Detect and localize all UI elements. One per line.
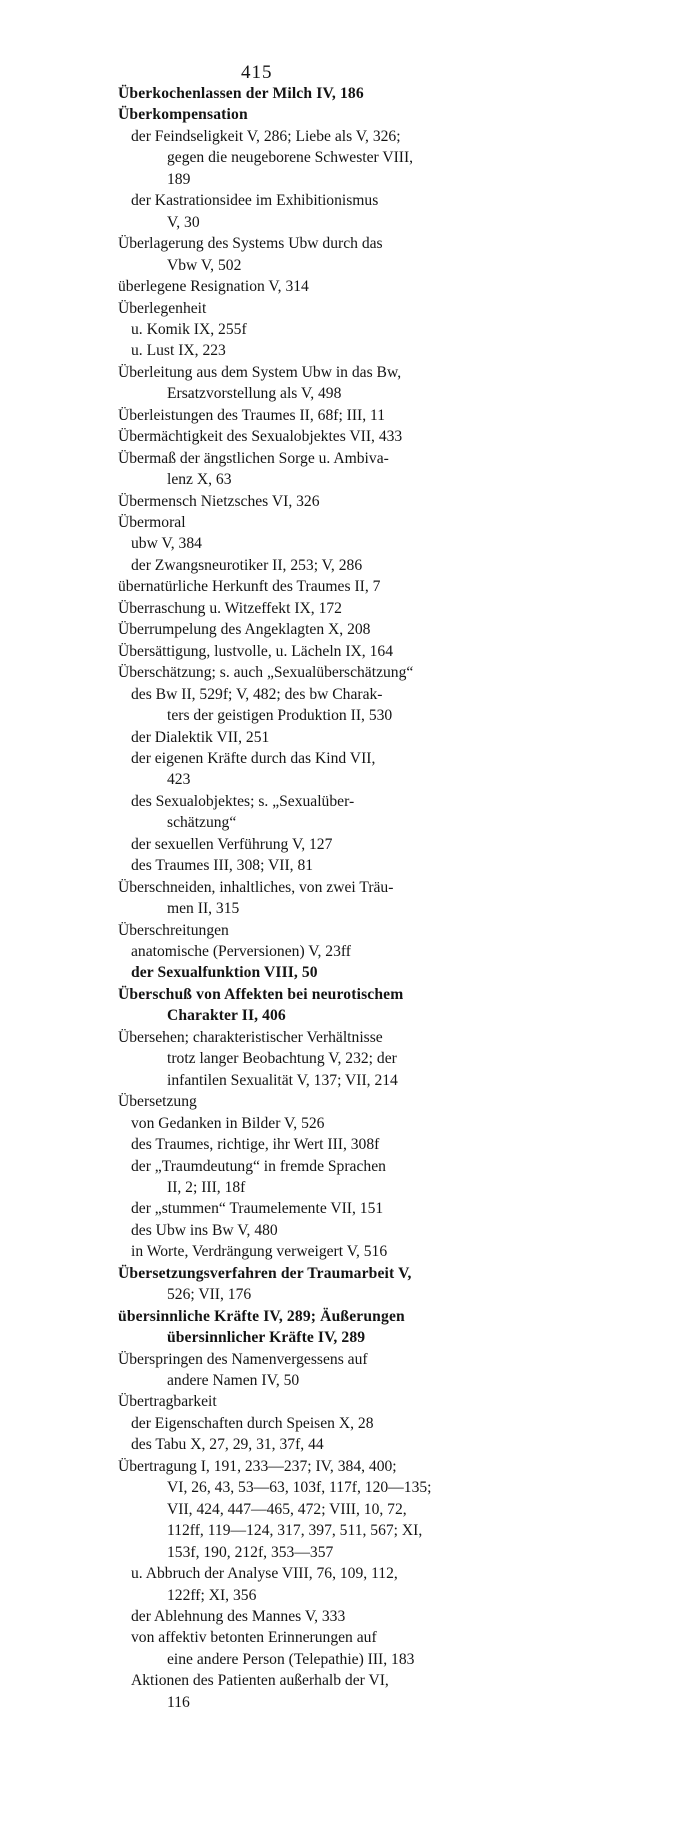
index-subentry: schätzung“: [167, 814, 237, 832]
index-subentry: gegen die neugeborene Schwester VIII,: [167, 149, 414, 167]
index-subentry: ters der geistigen Produktion II, 530: [167, 707, 393, 725]
index-subentry: des Traumes III, 308; VII, 81: [131, 857, 314, 875]
index-subentry: 189: [167, 170, 191, 188]
index-subentry: der Sexualfunktion VIII, 50: [131, 964, 318, 982]
index-subentry: V, 30: [167, 213, 200, 231]
index-entry: Überschneiden, inhaltliches, von zwei Träu-: [118, 878, 394, 896]
index-subentry: 423: [167, 771, 191, 789]
index-subentry: der „stummen“ Traumelemente VII, 151: [131, 1200, 384, 1218]
index-entry: Übersetzungsverfahren der Traumarbeit V,: [118, 1264, 412, 1282]
index-subentry: ubw V, 384: [131, 535, 202, 553]
index-entry: Überschreitungen: [118, 921, 229, 939]
index-subentry: Ersatzvorstellung als V, 498: [167, 385, 342, 403]
index-subentry: übersinnlicher Kräfte IV, 289: [167, 1329, 366, 1347]
index-entry: Überlagerung des Systems Ubw durch das: [118, 235, 383, 253]
index-entry: Überleistungen des Traumes II, 68f; III, 11: [118, 406, 386, 424]
index-subentry: u. Lust IX, 223: [131, 342, 226, 360]
index-subentry: von affektiv betonten Erinnerungen auf: [131, 1629, 377, 1647]
index-entry: Überspringen des Namenvergessens auf: [118, 1350, 368, 1368]
index-subentry: der sexuellen Verführung V, 127: [131, 835, 333, 853]
index-subentry: der eigenen Kräfte durch das Kind VII,: [131, 749, 376, 767]
index-subentry: des Ubw ins Bw V, 480: [131, 1221, 278, 1239]
index-subentry: der Feindseligkeit V, 286; Liebe als V, 326;: [131, 127, 401, 145]
index-entry: Überleitung aus dem System Ubw in das Bw,: [118, 363, 402, 381]
index-subentry: 116: [167, 1693, 190, 1711]
index-entry: Überschätzung; s. auch „Sexualüberschätzung“: [118, 664, 414, 682]
index-subentry: des Tabu X, 27, 29, 31, 37f, 44: [131, 1436, 324, 1454]
index-entry: Überraschung u. Witzeffekt IX, 172: [118, 599, 342, 617]
index-entry: Übermoral: [118, 514, 186, 531]
index-subentry: eine andere Person (Telepathie) III, 183: [167, 1650, 415, 1668]
index-subentry: anatomische (Perversionen) V, 23ff: [131, 943, 351, 960]
index-entry: Überkochenlassen der Milch IV, 186: [118, 85, 364, 102]
index-subentry: 153f, 190, 212f, 353—357: [167, 1543, 334, 1561]
index-subentry: des Bw II, 529f; V, 482; des bw Charak-: [131, 685, 383, 703]
index-subentry: infantilen Sexualität V, 137; VII, 214: [167, 1071, 398, 1089]
index-subentry: lenz X, 63: [167, 471, 232, 489]
index-subentry: des Traumes, richtige, ihr Wert III, 308f: [131, 1136, 380, 1154]
index-subentry: der Kastrationsidee im Exhibitionismus: [131, 192, 379, 210]
index-subentry: u. Komik IX, 255f: [131, 320, 247, 338]
index-entry: Überkompensation: [118, 106, 248, 124]
index-entry: Übersetzung: [118, 1093, 197, 1111]
index-subentry: II, 2; III, 18f: [167, 1178, 246, 1196]
index-subentry: Aktionen des Patienten außerhalb der VI,: [131, 1672, 389, 1690]
index-subentry: Vbw V, 502: [167, 256, 242, 274]
index-subentry: men II, 315: [167, 900, 240, 918]
index-entry: Überschuß von Affekten bei neurotischem: [118, 985, 404, 1003]
index-entry: Übermaß der ängstlichen Sorge u. Ambiva-: [118, 449, 389, 467]
index-entry: Übertragbarkeit: [118, 1393, 217, 1411]
index-entry: Überrumpelung des Angeklagten X, 208: [118, 621, 371, 639]
index-entry: übernatürliche Herkunft des Traumes II, 7: [118, 578, 381, 596]
index-entry: Übertragung I, 191, 233—237; IV, 384, 400;: [118, 1457, 397, 1475]
index-subentry: der Eigenschaften durch Speisen X, 28: [131, 1414, 374, 1432]
index-subentry: von Gedanken in Bilder V, 526: [131, 1114, 325, 1132]
index-subentry: des Sexualobjektes; s. „Sexualüber-: [131, 792, 355, 810]
index-entry: übersinnliche Kräfte IV, 289; Äußerungen: [118, 1307, 405, 1325]
index-entry: Übersehen; charakteristischer Verhältnisse: [118, 1028, 383, 1046]
index-subentry: der Zwangsneurotiker II, 253; V, 286: [131, 556, 363, 574]
index-subentry: in Worte, Verdrängung verweigert V, 516: [131, 1243, 388, 1261]
index-subentry: Charakter II, 406: [167, 1007, 286, 1025]
index-entry: Übermächtigkeit des Sexualobjektes VII, 433: [118, 428, 403, 446]
index-subentry: VI, 26, 43, 53—63, 103f, 117f, 120—135;: [167, 1479, 432, 1497]
index-subentry: 112ff, 119—124, 317, 397, 511, 567; XI,: [167, 1522, 423, 1540]
index-entry: Überlegenheit: [118, 299, 207, 317]
index-subentry: der „Traumdeutung“ in fremde Sprachen: [131, 1157, 386, 1175]
index-subentry: 122ff; XI, 356: [167, 1586, 257, 1604]
index-entry: Übersättigung, lustvolle, u. Lächeln IX, 164: [118, 642, 393, 660]
index-subentry: der Ablehnung des Mannes V, 333: [131, 1607, 346, 1625]
index-subentry: u. Abbruch der Analyse VIII, 76, 109, 112,: [131, 1565, 398, 1583]
index-subentry: andere Namen IV, 50: [167, 1372, 300, 1389]
index-entry: Übermensch Nietzsches VI, 326: [118, 492, 320, 510]
page-number: 415: [241, 62, 273, 83]
index-subentry: der Dialektik VII, 251: [131, 728, 270, 746]
index-entry: überlegene Resignation V, 314: [118, 278, 309, 296]
index-subentry: VII, 424, 447—465, 472; VIII, 10, 72,: [167, 1500, 407, 1518]
index-subentry: trotz langer Beobachtung V, 232; der: [167, 1050, 397, 1068]
index-subentry: 526; VII, 176: [167, 1286, 252, 1304]
